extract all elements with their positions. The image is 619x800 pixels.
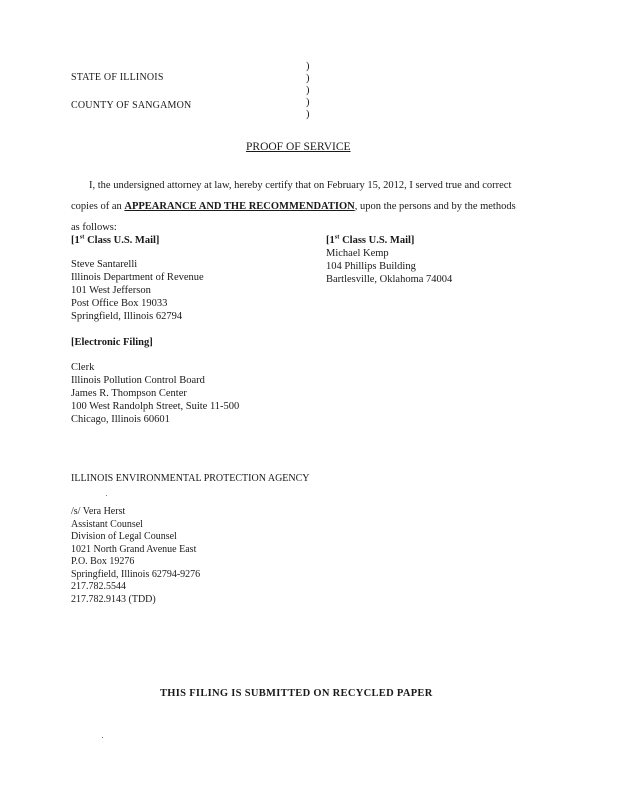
- address-line: 100 West Randolph Street, Suite 11-500: [71, 401, 240, 412]
- caption-brackets: [306, 61, 310, 121]
- service-method: [Electronic Filing]: [71, 337, 153, 348]
- signature-block: [71, 506, 200, 606]
- address-line: Michael Kemp: [326, 248, 389, 259]
- signature-line: 1021 North Grand Avenue East: [71, 543, 197, 555]
- address-line: Illinois Pollution Control Board: [71, 375, 205, 386]
- caption-state: STATE OF ILLINOIS: [71, 72, 164, 83]
- agency-name: ILLINOIS ENVIRONMENTAL PROTECTION AGENCY: [71, 473, 310, 484]
- document-title: PROOF OF SERVICE: [246, 141, 351, 153]
- signature-line: Springfield, Illinois 62794-9276: [71, 568, 201, 580]
- signature-line: 217.782.5544: [71, 581, 126, 592]
- service-method: [1st Class U.S. Mail]: [71, 233, 160, 246]
- paragraph-text: , upon the persons and by the methods: [354, 201, 516, 212]
- paragraph-line: [71, 196, 551, 217]
- caption-bracket: ): [306, 73, 310, 84]
- address-line: Springfield, Illinois 62794: [71, 311, 183, 322]
- document-reference: APPEARANCE AND THE RECOMMENDATION: [124, 201, 355, 212]
- address-line: 104 Phillips Building: [326, 261, 416, 272]
- caption-county: COUNTY OF SANGAMON: [71, 100, 192, 111]
- address-line: Illinois Department of Revenue: [71, 272, 204, 283]
- signature-line: Assistant Counsel: [71, 518, 143, 530]
- recycled-paper-notice: THIS FILING IS SUBMITTED ON RECYCLED PAPER: [160, 688, 433, 699]
- scan-speck: [102, 737, 103, 738]
- caption-bracket: ): [306, 85, 310, 96]
- address-line: Steve Santarelli: [71, 259, 138, 270]
- address-line: 101 West Jefferson: [71, 285, 151, 296]
- paragraph-line: I, the undersigned attorney at law, hereby certify that on February 15, 2012, I served true and correct: [89, 180, 512, 191]
- paragraph-text: copies of an: [71, 201, 125, 212]
- recipient-electronic: [71, 336, 239, 426]
- address-line: James R. Thompson Center: [71, 388, 187, 399]
- address-line: Bartlesville, Oklahoma 74004: [326, 274, 453, 285]
- address-line: Post Office Box 19033: [71, 298, 168, 309]
- address-line: Clerk: [71, 362, 95, 373]
- recipient-right: [326, 234, 452, 286]
- recipient-left: [71, 234, 204, 323]
- scan-speck: [106, 495, 107, 496]
- address-line: Chicago, Illinois 60601: [71, 414, 170, 425]
- certification-paragraph: [71, 175, 551, 238]
- paragraph-line: as follows:: [71, 222, 117, 233]
- signature-line: P.O. Box 19276: [71, 556, 135, 567]
- signature-line: /s/ Vera Herst: [71, 506, 126, 517]
- caption-bracket: ): [306, 61, 310, 72]
- signature-line: Division of Legal Counsel: [71, 531, 177, 542]
- service-method: [1st Class U.S. Mail]: [326, 233, 415, 246]
- signature-line: 217.782.9143 (TDD): [71, 593, 156, 605]
- caption-bracket: ): [306, 109, 310, 120]
- caption-bracket: ): [306, 97, 310, 108]
